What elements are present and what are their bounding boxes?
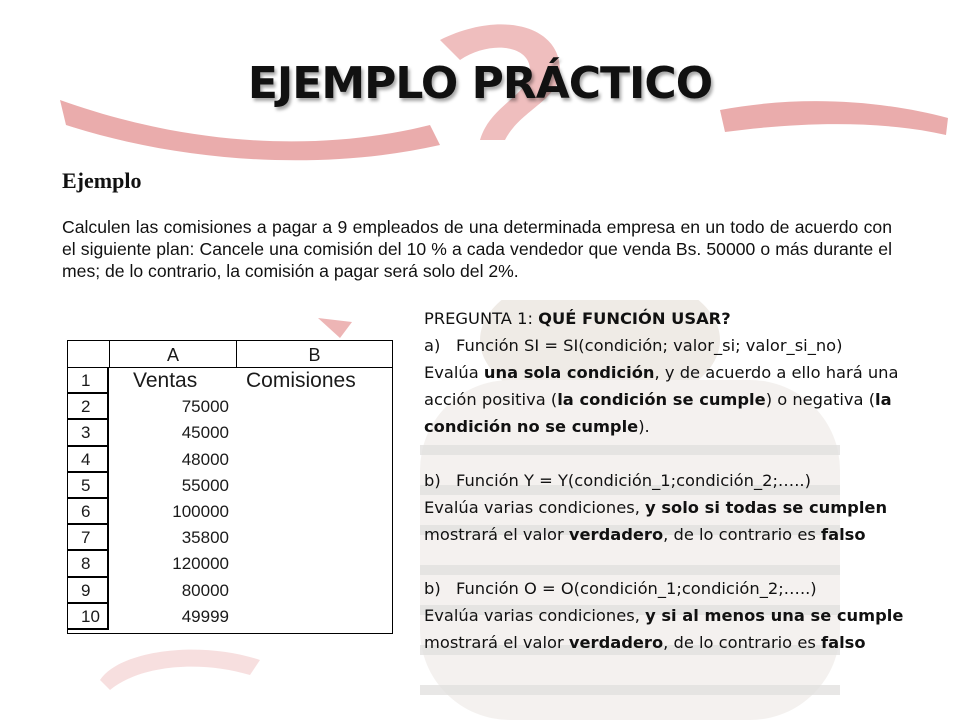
slide-title: EJEMPLO PRÁCTICO xyxy=(247,58,713,109)
table-row xyxy=(68,578,392,604)
si-desc-2: una sola condición xyxy=(483,363,655,382)
y-desc-5: , de lo contrario es xyxy=(663,525,821,544)
table-row xyxy=(68,368,392,394)
y-label: b) xyxy=(424,471,441,490)
cell-comisiones xyxy=(235,394,392,420)
o-description xyxy=(424,602,954,656)
sales-spreadsheet xyxy=(67,340,393,634)
o-desc-2: y si al menos una se cumple xyxy=(645,606,904,625)
o-signature-text: Función O = O(condición_1;condición_2;…..) xyxy=(456,579,817,598)
o-signature xyxy=(424,575,954,602)
si-desc-8: no se cumple xyxy=(516,417,639,436)
row-number: 4 xyxy=(68,447,109,473)
row-number: 8 xyxy=(68,551,109,577)
spacer xyxy=(424,440,954,467)
question-line xyxy=(424,305,954,332)
cell-comisiones xyxy=(235,551,392,577)
cell-ventas: 35800 xyxy=(181,528,229,548)
cell-ventas: 100000 xyxy=(172,501,229,521)
column-header-b: B xyxy=(308,345,321,365)
question-prefix: PREGUNTA 1: xyxy=(424,309,539,328)
row-number: 5 xyxy=(68,473,109,499)
table-row xyxy=(68,473,392,499)
column-header-row xyxy=(68,341,392,368)
row-number: 10 xyxy=(68,604,109,630)
si-desc-6: la condición xyxy=(424,390,892,436)
row-number: 1 xyxy=(68,368,109,394)
o-desc-6: falso xyxy=(821,633,866,652)
row-number: 6 xyxy=(68,499,109,525)
cell-comisiones xyxy=(235,578,392,604)
row-number: 2 xyxy=(68,394,109,420)
row-number: 3 xyxy=(68,420,109,446)
si-desc-1: Evalúa xyxy=(424,363,484,382)
si-desc-3: , y de acuerdo a ello hará una acción positiva ( xyxy=(424,363,899,409)
y-signature-text: Función Y = Y(condición_1;condición_2;…..) xyxy=(456,471,811,490)
cell-ventas: 49999 xyxy=(181,606,229,626)
o-desc-4: verdadero xyxy=(568,633,664,652)
cell-ventas: 48000 xyxy=(181,449,229,469)
column-header-a: A xyxy=(110,341,237,367)
corner-cell xyxy=(68,341,110,367)
cell-ventas: 55000 xyxy=(181,475,229,495)
si-label: a) xyxy=(424,336,441,355)
cell-comisiones xyxy=(235,604,392,630)
si-description xyxy=(424,359,954,440)
cell-ventas: 80000 xyxy=(181,580,229,600)
y-desc-2: y solo si todas se cumplen xyxy=(645,498,888,517)
si-signature xyxy=(424,332,954,359)
spacer xyxy=(424,548,954,575)
functions-explanation xyxy=(424,305,954,656)
si-desc-9: ). xyxy=(638,417,650,436)
cell-comisiones xyxy=(235,420,392,446)
row-number: 9 xyxy=(68,578,109,604)
y-desc-4: verdadero xyxy=(568,525,664,544)
question-strong: QUÉ FUNCIÓN USAR? xyxy=(538,309,731,328)
o-desc-5: , de lo contrario es xyxy=(663,633,821,652)
o-label: b) xyxy=(424,579,441,598)
table-row xyxy=(68,604,392,630)
cell-ventas-header: Ventas xyxy=(133,369,198,392)
table-row xyxy=(68,420,392,446)
example-heading: Ejemplo xyxy=(62,168,142,193)
table-row xyxy=(68,499,392,525)
si-desc-4: la condición se cumple xyxy=(557,390,766,409)
y-desc-3: mostrará el valor xyxy=(424,525,569,544)
row-number: 7 xyxy=(68,525,109,551)
si-signature-text: Función SI = SI(condición; valor_si; valor_si_no) xyxy=(456,336,843,355)
example-paragraph: Calculen las comisiones a pagar a 9 empleados de una determinada empresa en un todo de acuerdo con el siguiente plan: Cancele una comisión del 10 % a cada vendedor que venda Bs. 50000 o más durante el mes; de lo contrario, la comisión a pagar será solo del 2%. xyxy=(62,217,892,281)
table-row xyxy=(68,447,392,473)
y-description xyxy=(424,494,954,548)
si-desc-5: ) o negativa ( xyxy=(765,390,876,409)
table-row xyxy=(68,394,392,420)
y-signature xyxy=(424,467,954,494)
table-row xyxy=(68,525,392,551)
o-desc-1: Evalúa varias condiciones, xyxy=(424,606,646,625)
cell-comisiones xyxy=(235,525,392,551)
y-desc-1: Evalúa varias condiciones, xyxy=(424,498,646,517)
cell-comisiones xyxy=(235,447,392,473)
cell-ventas: 45000 xyxy=(181,423,229,443)
cell-ventas: 75000 xyxy=(181,397,229,417)
y-desc-6: falso xyxy=(821,525,866,544)
cell-comisiones-header: Comisiones xyxy=(246,369,356,392)
cell-ventas: 120000 xyxy=(172,554,229,574)
table-row xyxy=(68,551,392,577)
cell-comisiones xyxy=(235,499,392,525)
o-desc-3: mostrará el valor xyxy=(424,633,569,652)
cell-comisiones xyxy=(235,473,392,499)
